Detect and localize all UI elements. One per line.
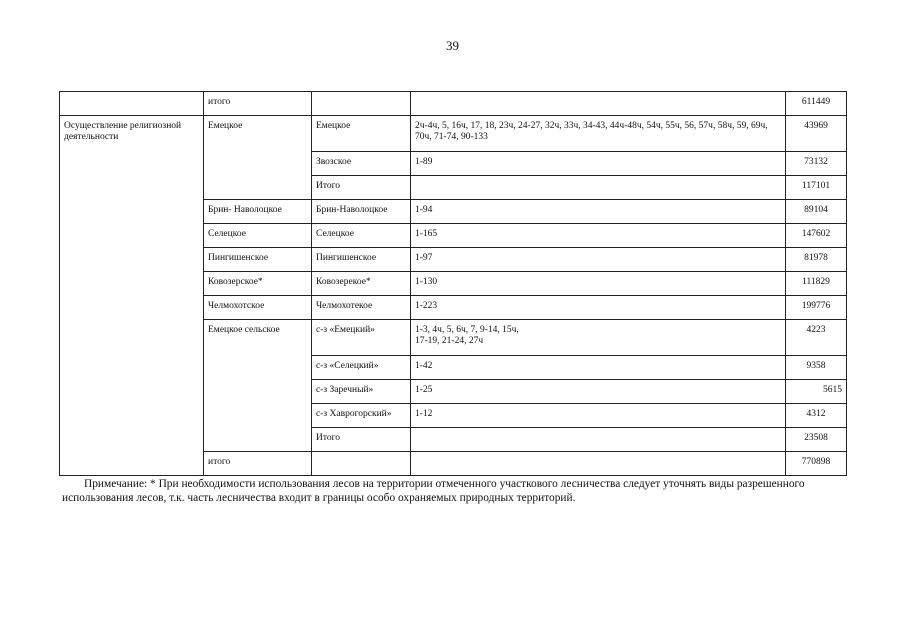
tract-cell: с-з Заречный»: [312, 380, 411, 404]
area-cell: 147602: [786, 224, 847, 248]
area-cell: 89104: [786, 200, 847, 224]
area-cell: 43969: [786, 116, 847, 152]
quarters-line: 17-19, 21-24, 27ч: [415, 336, 484, 346]
quarters-cell: 1-12: [411, 404, 786, 428]
quarters-cell: 1-130: [411, 272, 786, 296]
footnote: Примечание: * При необходимости использования лесов на территории отмеченного участкового лесничества следует уточнять виды разрешенного использования лесов, т.к. часть лесничества входит в границы особо охраняемых природных территорий.: [62, 478, 805, 504]
quarters-cell: [411, 428, 786, 452]
area-cell: 4223: [786, 320, 847, 356]
subforest-cell: итого: [204, 92, 312, 116]
quarters-cell: 1-25: [411, 380, 786, 404]
quarters-cell: 1-94: [411, 200, 786, 224]
area-cell: 5615: [786, 380, 847, 404]
area-cell: 73132: [786, 152, 847, 176]
subforest-cell: Челмохотское: [204, 296, 312, 320]
purpose-cell: Осуществление религиозной деятельности: [60, 116, 204, 476]
subforest-cell: Пингишенское: [204, 248, 312, 272]
area-cell: 111829: [786, 272, 847, 296]
tract-cell: Брин-Наволоцкое: [312, 200, 411, 224]
tract-cell: Звозское: [312, 152, 411, 176]
area-cell: 199776: [786, 296, 847, 320]
tract-cell: [312, 92, 411, 116]
forest-use-table: [59, 91, 847, 476]
quarters-cell: 1-42: [411, 356, 786, 380]
tract-cell: [312, 452, 411, 476]
tract-cell: Пингишенское: [312, 248, 411, 272]
quarters-cell: 1-89: [411, 152, 786, 176]
subforest-cell: Брин- Наволоцкое: [204, 200, 312, 224]
tract-cell: с-з «Емецкий»: [312, 320, 411, 356]
tract-cell: с-з Хаврогорский»: [312, 404, 411, 428]
quarters-cell: [411, 92, 786, 116]
purpose-cell: [60, 92, 204, 116]
tract-cell: Итого: [312, 428, 411, 452]
tract-cell: Челмохотекое: [312, 296, 411, 320]
tract-cell: Селецкое: [312, 224, 411, 248]
page-number: 39: [446, 38, 459, 53]
area-cell: 4312: [786, 404, 847, 428]
quarters-cell: 1-97: [411, 248, 786, 272]
quarters-cell: [411, 452, 786, 476]
quarters-line: 1-3, 4ч, 5, 6ч, 7, 9-14, 15ч,: [415, 325, 519, 335]
subforest-cell: Селецкое: [204, 224, 312, 248]
quarters-cell: 2ч-4ч, 5, 16ч, 17, 18, 23ч, 24-27, 32ч, 33ч, 34-43, 44ч-48ч, 54ч, 55ч, 56, 57ч, 58ч, 59, 69ч, 70ч, 71-74, 90-133: [411, 116, 786, 152]
area-cell: 117101: [786, 176, 847, 200]
quarters-cell: 1-165: [411, 224, 786, 248]
subforest-cell: Ковозерское*: [204, 272, 312, 296]
quarters-cell: [411, 176, 786, 200]
area-cell: 611449: [786, 92, 847, 116]
area-cell: 23508: [786, 428, 847, 452]
tract-cell: Ковозерекое*: [312, 272, 411, 296]
subforest-cell: итого: [204, 452, 312, 476]
quarters-cell: [411, 320, 786, 356]
tract-cell: Итого: [312, 176, 411, 200]
subforest-cell: Емецкое: [204, 116, 312, 200]
table-row: [60, 116, 847, 152]
area-cell: 81978: [786, 248, 847, 272]
area-cell: 770898: [786, 452, 847, 476]
quarters-cell: 1-223: [411, 296, 786, 320]
tract-cell: с-з «Селецкий»: [312, 356, 411, 380]
tract-cell: Емецкое: [312, 116, 411, 152]
area-cell: 9358: [786, 356, 847, 380]
table-row: [60, 92, 847, 116]
subforest-cell: Емецкое сельское: [204, 320, 312, 452]
